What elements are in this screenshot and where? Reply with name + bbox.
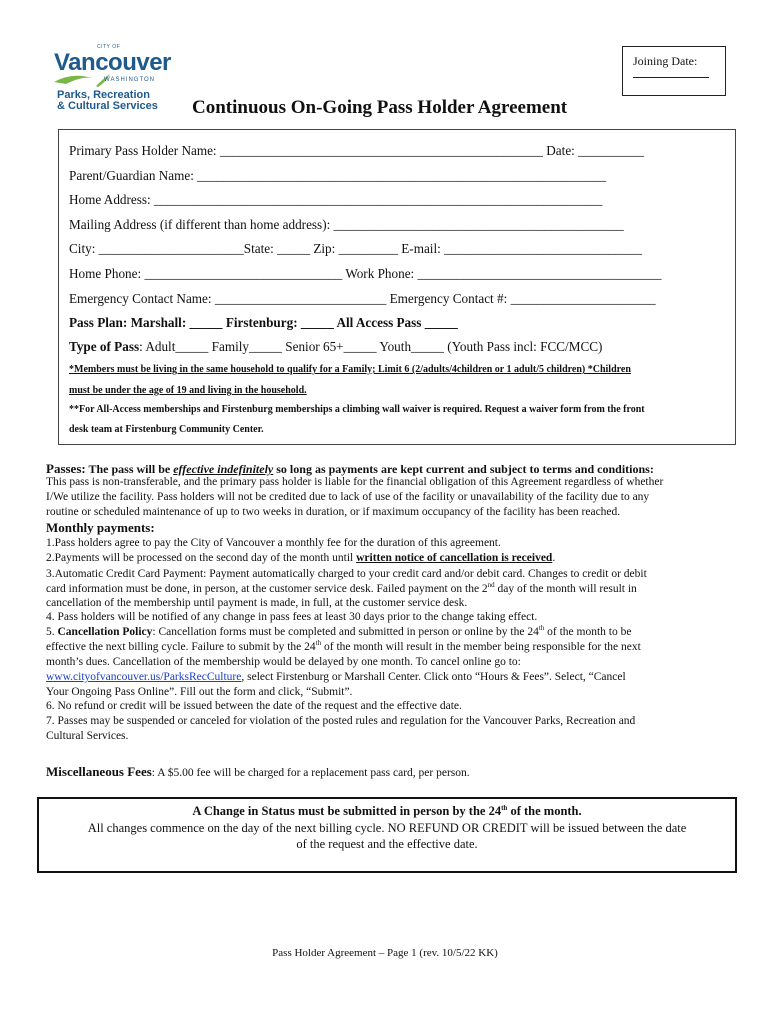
- joining-date-box: [622, 46, 726, 96]
- pass-type-options[interactable]: : Adult_____ Family_____ Senior 65+_____ Youth_____ (Youth Pass incl: FCC/MCC): [139, 339, 603, 354]
- monthly-item-5d: [46, 671, 626, 683]
- monthly-item-6: 6. No refund or credit will be issued between the date of the request and the effective date.: [46, 700, 462, 712]
- change-heading-sup: th: [501, 803, 508, 812]
- mailing-address-field[interactable]: Mailing Address (if different than home address): ____________________________________________: [69, 217, 624, 232]
- logo-dept-line2: & Cultural Services: [57, 100, 158, 112]
- cancel-online-link[interactable]: www.cityofvancouver.us/ParksRecCulture: [46, 671, 242, 683]
- passes-line3: routine or scheduled maintenance of up to two weeks in duration, or if maximum occupancy of the facility has been reached.: [46, 506, 621, 518]
- logo-name: Vancouver: [54, 49, 171, 76]
- passes-intro-b: so long as payments are kept current and subject to terms and conditions:: [273, 462, 654, 476]
- pass-plan-marshall: Marshall: [130, 315, 182, 330]
- form-section: [58, 129, 736, 445]
- pass-plan-options[interactable]: : _____ Firstenburg: _____ All Access Pass _____: [181, 315, 458, 330]
- monthly-item-3b2: day of the month will result in: [494, 583, 637, 595]
- logo-dept-line1: Parks, Recreation: [57, 89, 150, 101]
- monthly-item-2c: .: [552, 552, 556, 564]
- misc-fees-text: : A $5.00 fee will be charged for a replacement pass card, per person.: [151, 767, 470, 779]
- monthly-item-5b2: of the month will result in the member being responsible for the next: [321, 641, 641, 653]
- page-footer: Pass Holder Agreement – Page 1 (rev. 10/5/22 KK): [272, 947, 498, 959]
- monthly-item-3a: 3.Automatic Credit Card Payment: Payment automatically charged to your credit card and/or debit card. Changes to credit or debit: [46, 568, 647, 580]
- home-address-field[interactable]: Home Address: ____________________________________________________________________: [69, 192, 603, 207]
- guardian-name-field[interactable]: Parent/Guardian Name: ______________________________________________________________: [69, 168, 606, 183]
- change-status-line3: of the request and the effective date.: [296, 837, 478, 851]
- monthly-item-3b-sup: nd: [487, 581, 495, 590]
- logo-state: WASHINGTON: [104, 77, 156, 83]
- monthly-item-5a1: 5.: [46, 626, 58, 638]
- monthly-item-5e: Your Ongoing Pass Online”. Fill out the form and click, “Submit”.: [46, 686, 353, 698]
- change-status-line2: All changes commence on the day of the next billing cycle. NO REFUND OR CREDIT will be issued between the date: [87, 821, 687, 835]
- monthly-item-4: 4. Pass holders will be notified of any change in pass fees at least 30 days prior to the change taking effect.: [46, 611, 538, 623]
- monthly-item-5a: [46, 626, 631, 638]
- monthly-item-2b: written notice of cancellation is received: [356, 552, 553, 564]
- joining-date-label: Joining Date:: [633, 54, 698, 68]
- monthly-heading: Monthly payments:: [46, 520, 155, 535]
- change-heading-b: of the month.: [507, 804, 582, 818]
- passes-line2: I/We utilize the facility. Pass holders will not be credited due to lack of use of the facility or unavailability of the facility due to any: [46, 491, 650, 503]
- monthly-item-5c: month’s dues. Cancellation of the membership would be delayed by one month. To cancel online go to:: [46, 656, 521, 668]
- primary-name-field[interactable]: Primary Pass Holder Name: _________________________________________________ Date: __________: [69, 143, 645, 158]
- monthly-item-1: 1.Pass holders agree to pay the City of Vancouver a monthly fee for the duration of this agreement.: [46, 537, 501, 549]
- pass-type-label: Type of Pass: [69, 339, 140, 354]
- change-status-box: [37, 797, 737, 873]
- family-note-line2: must be under the age of 19 and living in the household.: [69, 385, 307, 396]
- passes-line1: This pass is non-transferable, and the primary pass holder is liable for the financial obligation of this Agreement regardless of whether: [46, 476, 664, 488]
- monthly-item-5d-rest: , select Firstenburg or Marshall Center. Click onto “Hours & Fees”. Select, “Cancel: [241, 671, 626, 683]
- logo-city-of: CITY OF: [97, 44, 121, 50]
- family-note-line1: *Members must be living in the same household to qualify for a Family; Limit 6 (2/adults/4children or 1 adult/5 children) *Children: [69, 364, 631, 375]
- misc-fees-heading: Miscellaneous Fees: [46, 764, 152, 779]
- monthly-item-3c: cancellation of the membership until payment is made, in full, at the customer service desk.: [46, 597, 468, 609]
- pass-plan-label: Pass Plan: [69, 315, 123, 330]
- document-title: Continuous On-Going Pass Holder Agreement: [192, 97, 568, 118]
- change-heading-a: A Change in Status must be submitted in person by the 24: [192, 804, 502, 818]
- passes-heading: Passes:: [46, 461, 86, 476]
- monthly-item-5a2: : Cancellation forms must be completed and submitted in person or online by the 24: [152, 626, 539, 638]
- joining-date-field[interactable]: [633, 77, 709, 78]
- city-state-zip-email-field[interactable]: City: ______________________State: _____ Zip: _________ E-mail: ______________________________: [69, 241, 642, 256]
- emergency-contact-fields[interactable]: Emergency Contact Name: __________________________ Emergency Contact #: ______________________: [69, 291, 656, 306]
- monthly-item-7b: Cultural Services.: [46, 730, 129, 742]
- monthly-item-7a: 7. Passes may be suspended or canceled for violation of the posted rules and regulation for the Vancouver Parks, Recreation and: [46, 715, 636, 727]
- city-logo: [52, 44, 172, 120]
- monthly-item-5a-sup: th: [538, 624, 545, 633]
- monthly-item-5b-sup: th: [315, 639, 322, 648]
- change-status-heading: [39, 804, 735, 819]
- monthly-item-3b: [46, 583, 637, 595]
- monthly-item-2: [46, 552, 555, 564]
- passes-intro-a: The pass will be: [85, 462, 174, 476]
- logo-department: [57, 90, 158, 112]
- monthly-item-5a3: of the month to be: [544, 626, 632, 638]
- monthly-item-3b1: card information must be done, in person, at the customer service desk. Failed payment on the 2: [46, 583, 488, 595]
- pass-plan-line[interactable]: Pass Plan: Marshall: _____ Firstenburg: _____ All Access Pass _____: [69, 315, 458, 330]
- waiver-note-line2: desk team at Firstenburg Community Center.: [69, 424, 264, 435]
- misc-fees: [46, 764, 470, 780]
- waiver-note-line1: **For All-Access memberships and Firstenburg memberships a climbing wall waiver is required. Request a waiver form from the front: [69, 404, 645, 415]
- passes-intro: [46, 461, 654, 477]
- monthly-item-2a: 2.Payments will be processed on the second day of the month until: [46, 552, 357, 564]
- logo-swoosh-icon: [52, 70, 112, 90]
- phone-fields[interactable]: Home Phone: ______________________________ Work Phone: _____________________________________: [69, 266, 662, 281]
- monthly-item-5b: [46, 641, 641, 653]
- cancellation-policy-label: Cancellation Policy: [57, 626, 153, 638]
- monthly-item-5b1: effective the next billing cycle. Failure to submit by the 24: [46, 641, 316, 653]
- pass-type-line[interactable]: [69, 339, 602, 355]
- passes-effective: effective indefinitely: [173, 462, 274, 476]
